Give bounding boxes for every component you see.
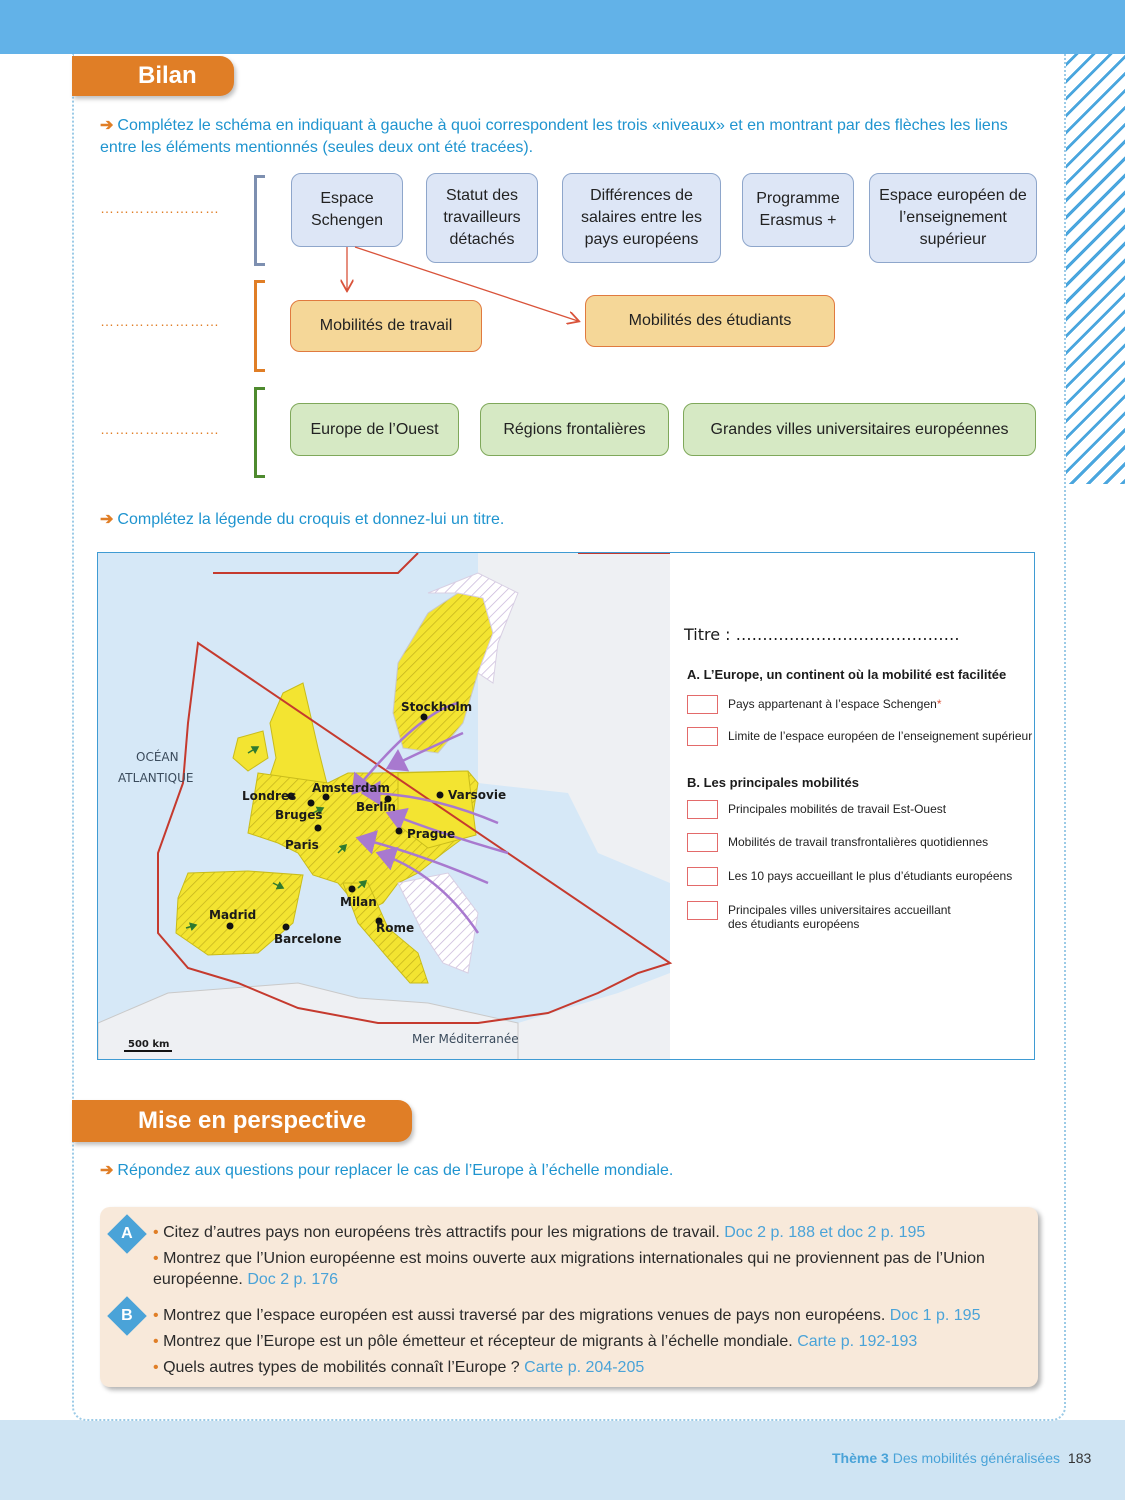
box-mobilites-etudiants: Mobilités des étudiants [585, 295, 835, 347]
city-berlin: Berlin [356, 800, 396, 814]
legend-item-schengen [687, 695, 942, 714]
box-espace-enseignement: Espace européen de l’enseignement supérieur [869, 173, 1037, 263]
city-bruges: Bruges [275, 808, 323, 822]
question-b2: • Montrez que l’Europe est un pôle émetteur et récepteur de migrants à l’échelle mondiale. Carte p. 192-193 [153, 1333, 918, 1350]
legend-swatch-blank[interactable] [687, 867, 718, 886]
city-varsovie: Varsovie [448, 788, 507, 802]
city-rome: Rome [376, 921, 415, 935]
legend-label: Mobilités de travail transfrontalières quotidiennes [728, 835, 989, 849]
question-a2: • Montrez que l’Union européenne est moins ouverte aux migrations internationales qui ne proviennent pas de l’Union européenne. Doc 2 p. 176 [153, 1250, 985, 1288]
bilan-instruction-1: ➔ Complétez le schéma en indiquant à gauche à quoi correspondent les trois «niveaux» et en montrant par des flèches les liens entre les éléments mentionnés (seules deux ont été tracées). [100, 117, 1008, 156]
arrow-right-icon: ➔ [100, 117, 114, 134]
ocean-label-2: ATLANTIQUE [118, 771, 194, 785]
arrow-schengen-etudiants [355, 247, 578, 321]
city-dot-paris [315, 825, 322, 832]
city-dot-stockholm [421, 714, 428, 721]
sea-label: Mer Méditerranée [412, 1032, 519, 1046]
level-1-blank[interactable]: …………………… [100, 200, 220, 216]
perspective-instruction: ➔ Répondez aux questions pour replacer le cas de l’Europe à l’échelle mondiale. [100, 1162, 674, 1179]
level-3-blank[interactable]: …………………… [100, 421, 220, 437]
box-mobilites-travail: Mobilités de travail [290, 300, 482, 352]
box-villes-universitaires: Grandes villes universitaires européennes [683, 403, 1036, 456]
footer-title: Des mobilités généralisées [892, 1450, 1061, 1466]
reference-link[interactable]: Doc 2 p. 188 et doc 2 p. 195 [724, 1224, 926, 1241]
bilan-instruction-2: ➔ Complétez la légende du croquis et donnez-lui un titre. [100, 511, 505, 528]
legend-swatch-blank[interactable] [687, 800, 718, 819]
box-differences-salaires: Différences de salaires entre les pays européens [562, 173, 721, 263]
legend-swatch-blank[interactable] [687, 695, 718, 714]
box-europe-ouest: Europe de l’Ouest [290, 403, 459, 456]
city-madrid: Madrid [209, 908, 257, 922]
legend-swatch-blank[interactable] [687, 833, 718, 852]
city-paris: Paris [285, 838, 319, 852]
legend-section-a: A. L’Europe, un continent où la mobilité est facilitée [687, 667, 1007, 682]
question-b3: • Quels autres types de mobilités connaît l’Europe ? Carte p. 204-205 [153, 1359, 645, 1376]
legend-label: Limite de l’espace européen de l’enseignement supérieur [728, 729, 1033, 743]
city-dot-milan [349, 886, 356, 893]
city-barcelone: Barcelone [274, 932, 342, 946]
city-dot-madrid [227, 923, 234, 930]
footer-theme: Thème 3 [832, 1450, 889, 1466]
arrow-right-icon: ➔ [100, 511, 114, 528]
page-number: 183 [1067, 1450, 1092, 1466]
legend-label: Principales mobilités de travail Est-Ouest [728, 802, 947, 816]
ocean-label-1: OCÉAN [136, 750, 179, 764]
badge-b: B [107, 1296, 147, 1336]
box-regions-frontalieres: Régions frontalières [480, 403, 669, 456]
legend-section-b: B. Les principales mobilités [687, 775, 859, 790]
legend-label: Principales villes universitaires accueillant des étudiants européens [728, 903, 951, 931]
scale-label: 500 km [128, 1039, 170, 1050]
reference-link[interactable]: Doc 2 p. 176 [247, 1271, 339, 1288]
reference-link[interactable]: Carte p. 204-205 [524, 1359, 645, 1376]
question-a1: • Citez d’autres pays non européens très attractifs pour les migrations de travail. Doc 2 p. 188 et doc 2 p. 195 [153, 1224, 926, 1241]
legend-swatch-blank[interactable] [687, 727, 718, 746]
box-erasmus: Programme Erasmus + [742, 173, 854, 247]
level-2-blank[interactable]: …………………… [100, 313, 220, 329]
map-title-blank[interactable]: Titre : …………………………………… [684, 625, 960, 644]
city-amsterdam: Amsterdam [312, 781, 390, 795]
box-statut-travailleurs: Statut des travailleurs détachés [426, 173, 538, 263]
legend-label: Pays appartenant à l’espace Schengen [728, 697, 937, 711]
legend-item-ehea [687, 727, 1032, 746]
legend-item-villes [687, 901, 987, 931]
legend-item-transfrontalieres [687, 833, 988, 852]
schema-arrows [0, 0, 1125, 500]
city-londres: Londres [242, 789, 297, 803]
city-dot-bruges [308, 800, 315, 807]
city-dot-barcelone [283, 924, 290, 931]
legend-label: Les 10 pays accueillant le plus d’étudiants européens [728, 869, 1013, 883]
box-espace-schengen: Espace Schengen [291, 173, 403, 247]
legend-item-est-ouest [687, 800, 946, 819]
city-stockholm: Stockholm [401, 700, 473, 714]
legend-swatch-blank[interactable] [687, 901, 718, 920]
question-b1: • Montrez que l’espace européen est aussi traversé par des migrations venues de pays non européens. Doc 1 p. 195 [153, 1307, 981, 1324]
reference-link[interactable]: Carte p. 192-193 [797, 1333, 918, 1350]
arrow-right-icon: ➔ [100, 1162, 114, 1179]
perspective-tab: Mise en perspective [72, 1100, 412, 1142]
bilan-tab: Bilan [72, 56, 234, 96]
legend-item-10-pays [687, 867, 1012, 886]
city-prague: Prague [407, 827, 456, 841]
city-dot-varsovie [437, 792, 444, 799]
city-dot-prague [396, 828, 403, 835]
page-footer [832, 1450, 1091, 1466]
reference-link[interactable]: Doc 1 p. 195 [889, 1307, 981, 1324]
map-frame [97, 552, 1035, 1060]
legend-asterisk: * [936, 697, 942, 711]
city-milan: Milan [340, 895, 377, 909]
badge-a: A [107, 1214, 147, 1254]
